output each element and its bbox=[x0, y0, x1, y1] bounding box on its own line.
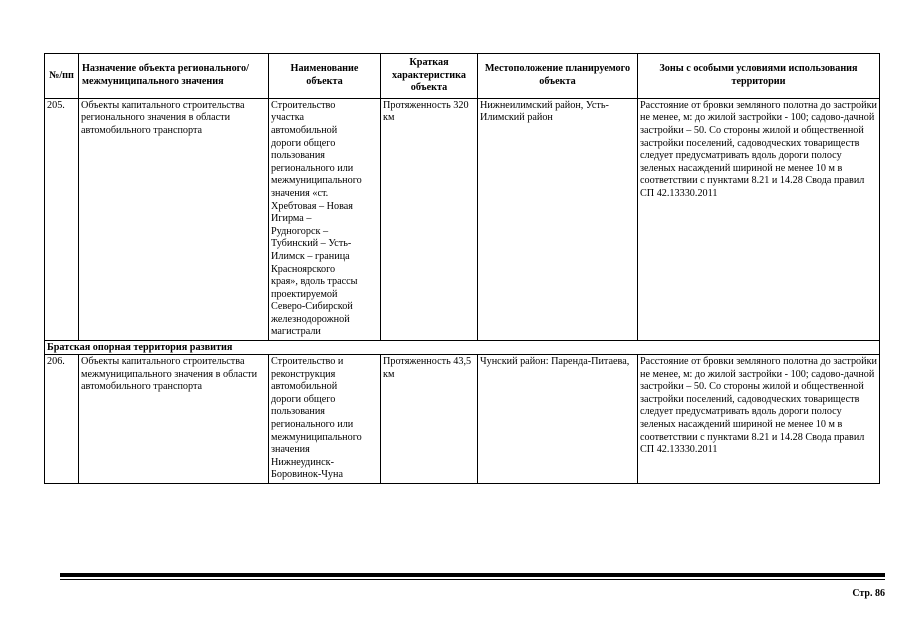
row-object-name: Строительство участка автомобильной дороги общего пользования регионального или межмуниципального значения «ст. Хребтовая – Новая Игирма – Рудногорск – Тубинский – Усть- Илимск – граница Красноярского края», вдоль трассы проектируемой Северо-Сибирской железнодорожной магистрали bbox=[269, 98, 381, 340]
row-purpose: Объекты капитального строительства межмуниципального значения в области автомобильного транспорта bbox=[79, 355, 269, 484]
page-number: Стр. 86 bbox=[852, 588, 885, 599]
table-header-row bbox=[45, 54, 880, 99]
header-number: №/пп bbox=[45, 54, 79, 99]
row-location: Чунский район: Паренда-Питаева, bbox=[478, 355, 638, 484]
row-zones: Расстояние от бровки земляного полотна до застройки не менее, м: до жилой застройки - 100; садово-дачной застройки – 50. Со стороны жилой и общественной застройки поселений, садоводческих товариществ следует предусматривать вдоль дороги полосу зеленых насаждений шириной не менее 10 м в соответствии с пунктами 8.21 и 14.28 Свода правил СП 42.13330.2011 bbox=[638, 98, 880, 340]
footer-divider bbox=[60, 573, 885, 577]
table-row bbox=[45, 355, 880, 484]
header-zones: Зоны с особыми условиями использования территории bbox=[638, 54, 880, 99]
territory-objects-table bbox=[44, 53, 880, 484]
row-object-name: Строительство и реконструкция автомобильной дороги общего пользования регионального или межмуниципального значения Нижнеудинск- Боровинок-Чуна bbox=[269, 355, 381, 484]
row-location: Нижнеилимский район, Усть-Илимский район bbox=[478, 98, 638, 340]
table-row bbox=[45, 98, 880, 340]
header-location: Местоположение планируемого объекта bbox=[478, 54, 638, 99]
row-characteristic: Протяженность 43,5 км bbox=[381, 355, 478, 484]
header-name: Наименование объекта bbox=[269, 54, 381, 99]
row-characteristic: Протяженность 320 км bbox=[381, 98, 478, 340]
row-number: 205. bbox=[45, 98, 79, 340]
group-row bbox=[45, 341, 880, 355]
row-zones: Расстояние от бровки земляного полотна до застройки не менее, м: до жилой застройки - 100; садово-дачной застройки – 50. Со стороны жилой и общественной застройки поселений, садоводческих товариществ следует предусматривать вдоль дороги полосу зеленых насаждений шириной не менее 10 м в соответствии с пунктами 8.21 и 14.28 Свода правил СП 42.13330.2011 bbox=[638, 355, 880, 484]
group-label: Братская опорная территория развития bbox=[45, 341, 880, 355]
footer-divider-thin bbox=[60, 579, 885, 580]
header-characteristic: Краткая характеристика объекта bbox=[381, 54, 478, 99]
header-purpose: Назначение объекта регионального/ межмуниципального значения bbox=[79, 54, 269, 99]
row-purpose: Объекты капитального строительства регионального значения в области автомобильного транспорта bbox=[79, 98, 269, 340]
row-number: 206. bbox=[45, 355, 79, 484]
